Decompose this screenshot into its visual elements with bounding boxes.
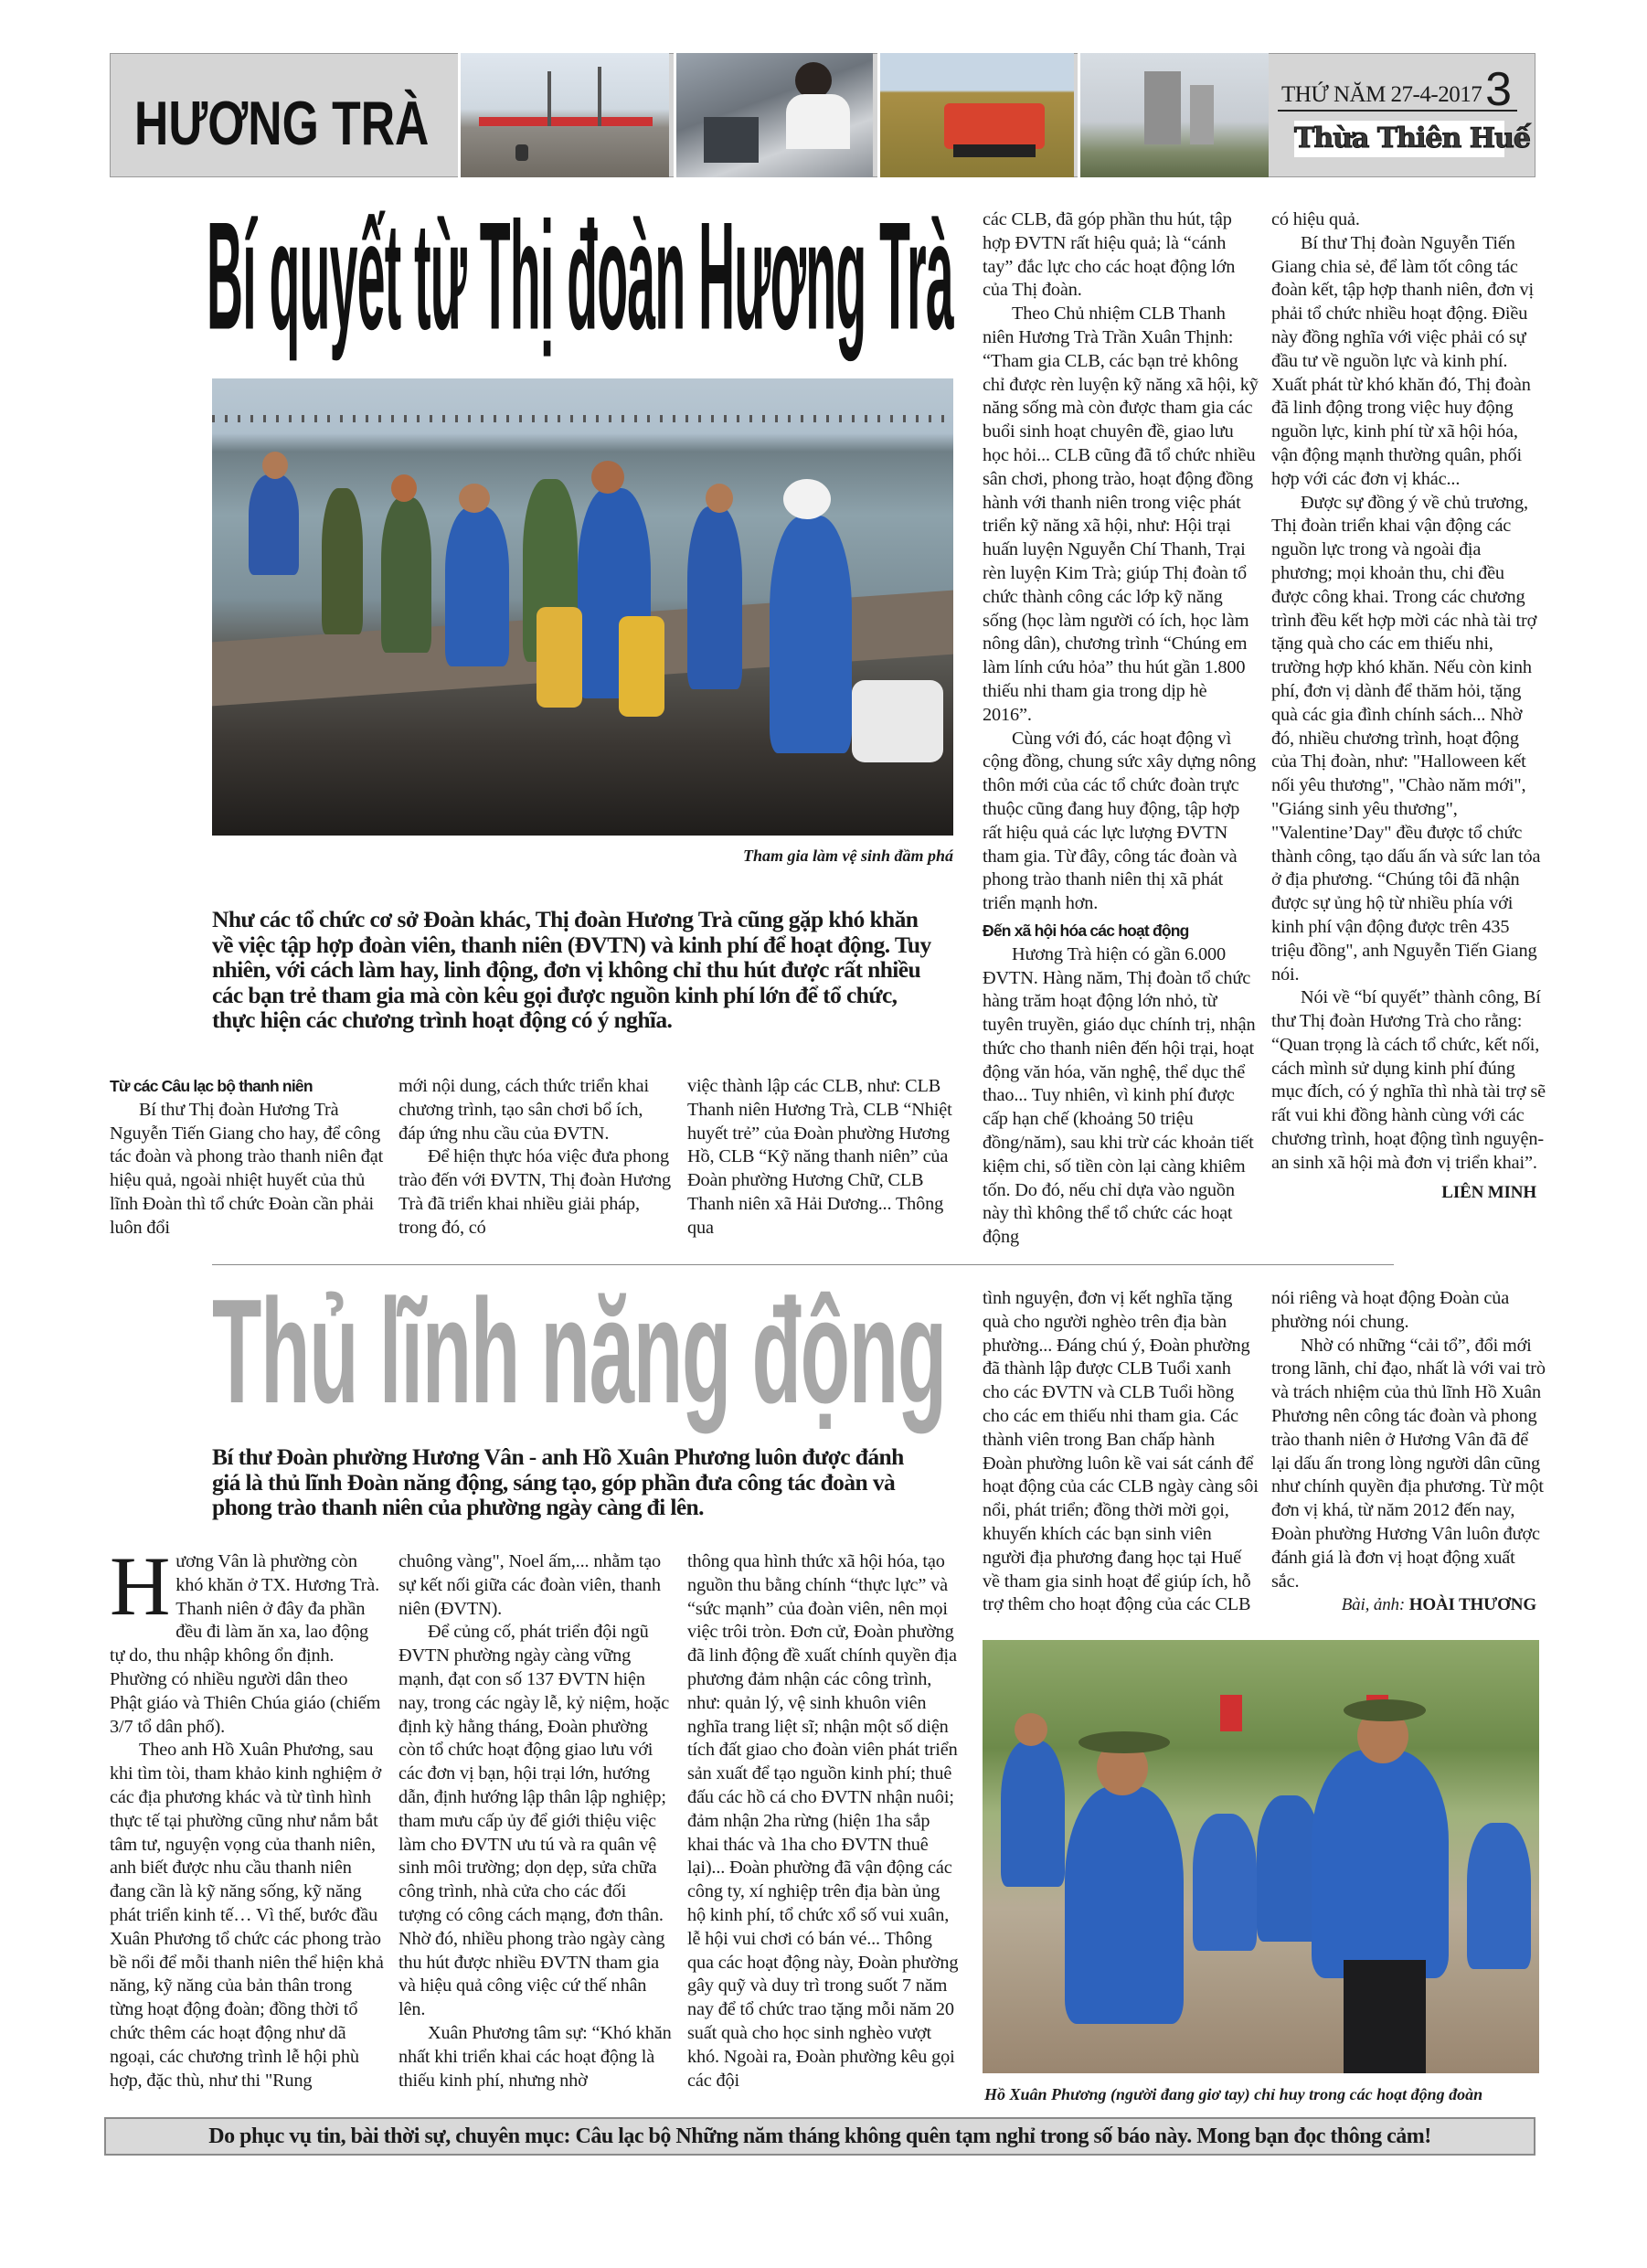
- section-name: HƯƠNG TRÀ: [134, 89, 430, 158]
- article2-column-4: [983, 1287, 1259, 1617]
- article1-column-2: [398, 1075, 673, 1240]
- article2-column-5: [1271, 1287, 1546, 1617]
- article1-byline: LIÊN MINH: [1441, 1182, 1536, 1202]
- paragraph: ương Vân là phường còn khó khăn ở TX. Hương Trà. Thanh niên ở đây đa phần đều đi làm ăn xa, lao động tự do, thu nhập không ổn định. Phường có nhiều người dân theo Phật giáo và Thiên Chúa giáo (chiếm 3/7 tổ dân phố).: [110, 1551, 381, 1737]
- article2-column-2: [398, 1550, 673, 2092]
- paragraph: Được sự đồng ý về chủ trương, Thị đoàn triển khai vận động các nguồn lực trong và ngoài địa phương; mọi khoản thu, chi đều được công khai. Trong các chương trình đều kết hợp mời các nhà tài trợ tặng quà cho các em thiếu nhi, trường hợp khó khăn. Nếu còn kinh phí, đơn vị dành để thăm hỏi, tặng quà các gia đình chính sách... Nhờ đó, nhiều chương trình, hoạt động của Thị đoàn, như: "Halloween kết nối yêu thương", "Chào năm mới", "Giáng sinh yêu thương", "Valentine’Day" đều được tổ chức thành công, tạo dấu ấn và sức lan tỏa ở địa phương. “Chúng tôi đã nhận được sự ủng hộ từ nhiều phía với kinh phí vận động được trên 435 triệu đồng", anh Nguyễn Tiến Giang nói.: [1271, 492, 1541, 985]
- paragraph: Bí thư Thị đoàn Nguyễn Tiến Giang chia sẻ, để làm tốt công tác đoàn kết, tập hợp thanh niên, đơn vị phải tổ chức nhiều hoạt động. Điều này đồng nghĩa với việc phải có sự đầu tư về nguồn lực và kinh phí. Xuất phát từ khó khăn đó, Thị đoàn đã linh động trong việc huy động nguồn lực, kinh phí từ xã hội hóa, vận động mạnh thường quân, phối hợp với các đơn vị khác...: [1271, 232, 1534, 489]
- article1-lead: Như các tổ chức cơ sở Đoàn khác, Thị đoàn Hương Trà cũng gặp khó khăn về việc tập hợp đoàn viên, thanh niên (ĐVTN) và kinh phí để hoạt động. Tuy nhiên, với cách làm hay, linh động, đơn vị không chỉ thu hút được rất nhiều các bạn trẻ tham gia mà còn kêu gọi được nguồn kinh phí lớn để tổ chức, thực hiện các chương trình hoạt động có ý nghĩa.: [212, 906, 931, 1033]
- paragraph: Theo anh Hồ Xuân Phương, sau khi tìm tòi, tham khảo kinh nghiệm ở các địa phương khác và từ tình hình thực tế tại phường cũng như nắm bắt tâm tư, nguyện vọng của thanh niên, anh biết được nhu cầu thanh niên đang cần là kỹ năng sống, kỹ năng phát triển kinh tế… Vì thế, bước đầu Xuân Phương tổ chức các phong trào bề nổi để mỗi thanh niên thể hiện khả năng, kỹ năng của bản thân trong từng hoạt động đoàn; đồng thời tổ chức thêm các hoạt động như dã ngoại, các chương trình lễ hội phù hợp, đặc thù, như thi "Rung: [110, 1740, 384, 2091]
- article2-column-3: [687, 1550, 962, 2092]
- paragraph: Bí thư Thị đoàn Hương Trà Nguyễn Tiến Giang cho hay, để công tác đoàn và phong trào thanh niên đạt hiệu quả, ngoài nhiệt huyết của thủ lĩnh Đoàn thì tổ chức Đoàn cần phải luôn đổi: [110, 1099, 384, 1238]
- article1-column-3: [687, 1075, 962, 1240]
- page-number: 3: [1485, 63, 1512, 116]
- article1-headline: Bí quyết từ Thị đoàn Hương Trà: [207, 189, 953, 362]
- paragraph: thông qua hình thức xã hội hóa, tạo nguồn thu bằng chính “thực lực” và “sức mạnh” của đoàn viên, nên mọi việc trôi tròn. Đơn cử, Đoàn phường đã linh động đề xuất chính quyền địa phương đảm nhận các công trình, như: quản lý, vệ sinh khuôn viên nghĩa trang liệt sĩ; nhận một số diện tích đất giao cho đoàn viên phát triển sản xuất để tạo nguồn kinh phí; thuê đấu các hồ cá cho ĐVTN nhận nuôi; đảm nhận 2ha rừng (hiện 1ha sắp khai thác và 1ha cho ĐVTN thuê lại)... Đoàn phường đã vận động các công ty, xí nghiệp trên địa bàn ủng hộ kinh phí, tổ chức xổ số vui xuân, lễ hội vui chơi có bán vé... Thông qua các hoạt động này, Đoàn phường gây quỹ và duy trì trong suốt 7 năm nay để tổ chức trao tặng mỗi năm 20 suất quà cho học sinh nghèo vượt khó. Ngoài ra, Đoàn phường kêu gọi các đội: [687, 1551, 959, 2091]
- paragraph: có hiệu quả.: [1271, 209, 1360, 229]
- article2-photo-caption: Hồ Xuân Phương (người đang giơ tay) chỉ huy trong các hoạt động đoàn: [984, 2085, 1483, 2103]
- article2-lead: Bí thư Đoàn phường Hương Vân - anh Hồ Xuân Phương luôn được đánh giá là thủ lĩnh Đoàn năng động, sáng tạo, góp phần đưa công tác đoàn và phong trào thanh niên của phường ngày càng đi lên.: [212, 1443, 904, 1520]
- issue-date-bar: [1278, 63, 1517, 116]
- paragraph: chuông vàng", Noel ấm,... nhằm tạo sự kết nối giữa các đoàn viên, thanh niên (ĐVTN).: [398, 1551, 662, 1619]
- newspaper-name: Thừa Thiên Huế: [1294, 121, 1504, 157]
- paragraph: việc thành lập các CLB, như: CLB Thanh niên Hương Trà, CLB “Nhiệt huyết trẻ” của Đoàn phường Hương Hồ, CLB “Kỹ năng thanh niên” của Đoàn phường Hương Chữ, CLB Thanh niên xã Hải Dương... Thông qua: [687, 1076, 952, 1238]
- paragraph: mới nội dung, cách thức triển khai chương trình, tạo sân chơi bổ ích, đáp ứng nhu cầu của ĐVTN.: [398, 1076, 650, 1144]
- header-photo-factory: [674, 53, 873, 177]
- paragraph: Cùng với đó, các hoạt động vì cộng đồng, chung sức xây dựng nông thôn mới của các tổ chức đoàn trực thuộc cũng đang huy động, tập hợp rất hiệu quả các lực lượng ĐVTN tham gia. Từ đây, công tác đoàn và phong trào thanh niên thị xã phát triển mạnh hơn.: [983, 728, 1257, 914]
- footer-notice: Do phục vụ tin, bài thời sự, chuyên mục: Câu lạc bộ Những năm tháng không quên tạm nghỉ trong số báo này. Mong bạn đọc thông cảm!: [104, 2117, 1535, 2156]
- article1-subhead-1: Từ các Câu lạc bộ thanh niên: [110, 1077, 313, 1095]
- paragraph: Hương Trà hiện có gần 6.000 ĐVTN. Hàng năm, Thị đoàn tổ chức hàng trăm hoạt động lớn nhỏ, từ tuyên truyền, giáo dục chính trị, nhận thức cho thanh niên đến hội trại, hoạt động văn hóa, văn nghệ, thể dục thể thao... Tuy nhiên, vì kinh phí được cấp hạn chế (khoảng 50 triệu đồng/năm), sau khi trừ các khoản tiết kiệm chi, số tiền còn lại càng khiêm tốn. Do đó, nếu chỉ dựa vào nguồn này thì không thể tổ chức các hoạt động: [983, 943, 1256, 1248]
- article1-column-4: [983, 208, 1259, 1250]
- paragraph: các CLB, đã góp phần thu hút, tập hợp ĐVTN rất hiệu quả; là “cánh tay” đắc lực cho các hoạt động lớn của Thị đoàn.: [983, 209, 1236, 301]
- article1-column-1: [110, 1075, 384, 1240]
- paragraph: Theo Chủ nhiệm CLB Thanh niên Hương Trà Trần Xuân Thịnh: “Tham gia CLB, các bạn trẻ không chỉ được rèn luyện kỹ năng xã hội, kỹ năng sống mà còn được tham gia các buổi sinh hoạt chuyên đề, giao lưu học hỏi... CLB cũng đã tổ chức nhiều sân chơi, phong trào, hoạt động đồng hành với thanh niên trong việc phát triển kỹ năng xã hội, như: Hội trại huấn luyện Nguyễn Chí Thanh, Trại rèn luyện Kim Trà; giúp Thị đoàn tổ chức thành công các lớp kỹ năng sống (học làm người có ích, học làm nông dân), chương trình “Chúng em làm lính cứu hỏa” thu hút gần 1.800 thiếu nhi tham gia trong dịp hè 2016”.: [983, 303, 1259, 725]
- header-photo-rice-field: [877, 53, 1074, 177]
- article1-subhead-2: Đến xã hội hóa các hoạt động: [983, 921, 1189, 940]
- paragraph: Để củng cố, phát triển đội ngũ ĐVTN phường ngày càng vững mạnh, đạt con số 137 ĐVTN hiện nay, trong các ngày lễ, kỷ niệm, hoặc định kỳ hằng tháng, Đoàn phường còn tổ chức hoạt động giao lưu với các đơn vị bạn, hội trại lớn, hướng dẫn, định hướng lập thân lập nghiệp; tham mưu cấp ủy để giới thiệu việc làm cho ĐVTN ưu tú và ra quân vệ sinh môi trường; dọn dẹp, sửa chữa công trình, nhà cửa cho các đối tượng có công cách mạng, đơn thân. Nhờ đó, nhiều phong trào ngày càng thu hút được nhiều ĐVTN tham gia và hiệu quả công việc cứ thế nhân lên.: [398, 1622, 670, 2020]
- byline-author: HOÀI THƯƠNG: [1408, 1595, 1536, 1615]
- byline-prefix: Bài, ảnh:: [1341, 1595, 1406, 1615]
- paragraph: nói riêng và hoạt động Đoàn của phường nói chung.: [1271, 1288, 1510, 1332]
- article2-column-1: [110, 1539, 384, 2092]
- paragraph: Để hiện thực hóa việc đưa phong trào đến với ĐVTN, Thị đoàn Hương Trà đã triển khai nhiều giải pháp, trong đó, có: [398, 1146, 672, 1238]
- article1-photo-caption: Tham gia làm vệ sinh đầm phá: [742, 847, 953, 865]
- paragraph: tình nguyện, đơn vị kết nghĩa tặng quà cho người nghèo trên địa bàn phường... Đáng chú ý, Đoàn phường đã thành lập được CLB Tuổi xanh cho các ĐVTN và CLB Tuổi hồng cho các em thiếu nhi tham gia. Các thành viên trong Ban chấp hành Đoàn phường luôn kề vai sát cánh để hoạt động của các CLB ngày càng sôi nổi, phát triển; đồng thời mời gọi, khuyến khích các bạn sinh viên người địa phương đang học tại Huế về tham gia sinh hoạt để giúp ích, hỗ trợ thêm cho hoạt động của các CLB: [983, 1288, 1259, 1615]
- header-photo-street: [458, 53, 669, 177]
- article1-photo: [212, 378, 953, 836]
- paragraph: Xuân Phương tâm sự: “Khó khăn nhất khi triển khai các hoạt động là thiếu kinh phí, nhưng nhờ: [398, 2022, 672, 2091]
- issue-date: THỨ NĂM 27-4-2017: [1281, 82, 1482, 107]
- drop-cap: H: [110, 1539, 171, 1633]
- article2-photo: [983, 1640, 1539, 2073]
- article2-byline: [1271, 1593, 1546, 1617]
- header-photo-cement-plant: [1078, 53, 1269, 177]
- article1-column-5: [1271, 208, 1546, 1204]
- paragraph: Nhờ có những “cải tổ”, đổi mới trong lãnh, chỉ đạo, nhất là với vai trò và trách nhiệm của thủ lĩnh Hồ Xuân Phương nên công tác đoàn và phong trào thanh niên ở Hương Vân đã để lại dấu ấn trong lòng người dân cũng như chính quyền địa phương. Từ một đơn vị khá, từ năm 2012 đến nay, Đoàn phường Hương Vân luôn được đánh giá là đơn vị hoạt động xuất sắc.: [1271, 1335, 1546, 1592]
- article-divider: [212, 1264, 1394, 1265]
- paragraph: Nói về “bí quyết” thành công, Bí thư Thị đoàn Hương Trà cho rằng: “Quan trọng là cách tổ chức, kết nối, cách mình sử dụng kinh phí đúng mục đích, có ý nghĩa thì nhà tài trợ sẽ rất vui khi đồng hành cùng với các chương trình, hoạt động tình nguyện-an sinh xã hội mà đơn vị triển khai”.: [1271, 987, 1546, 1173]
- article2-headline: Thủ lĩnh năng động: [212, 1268, 946, 1434]
